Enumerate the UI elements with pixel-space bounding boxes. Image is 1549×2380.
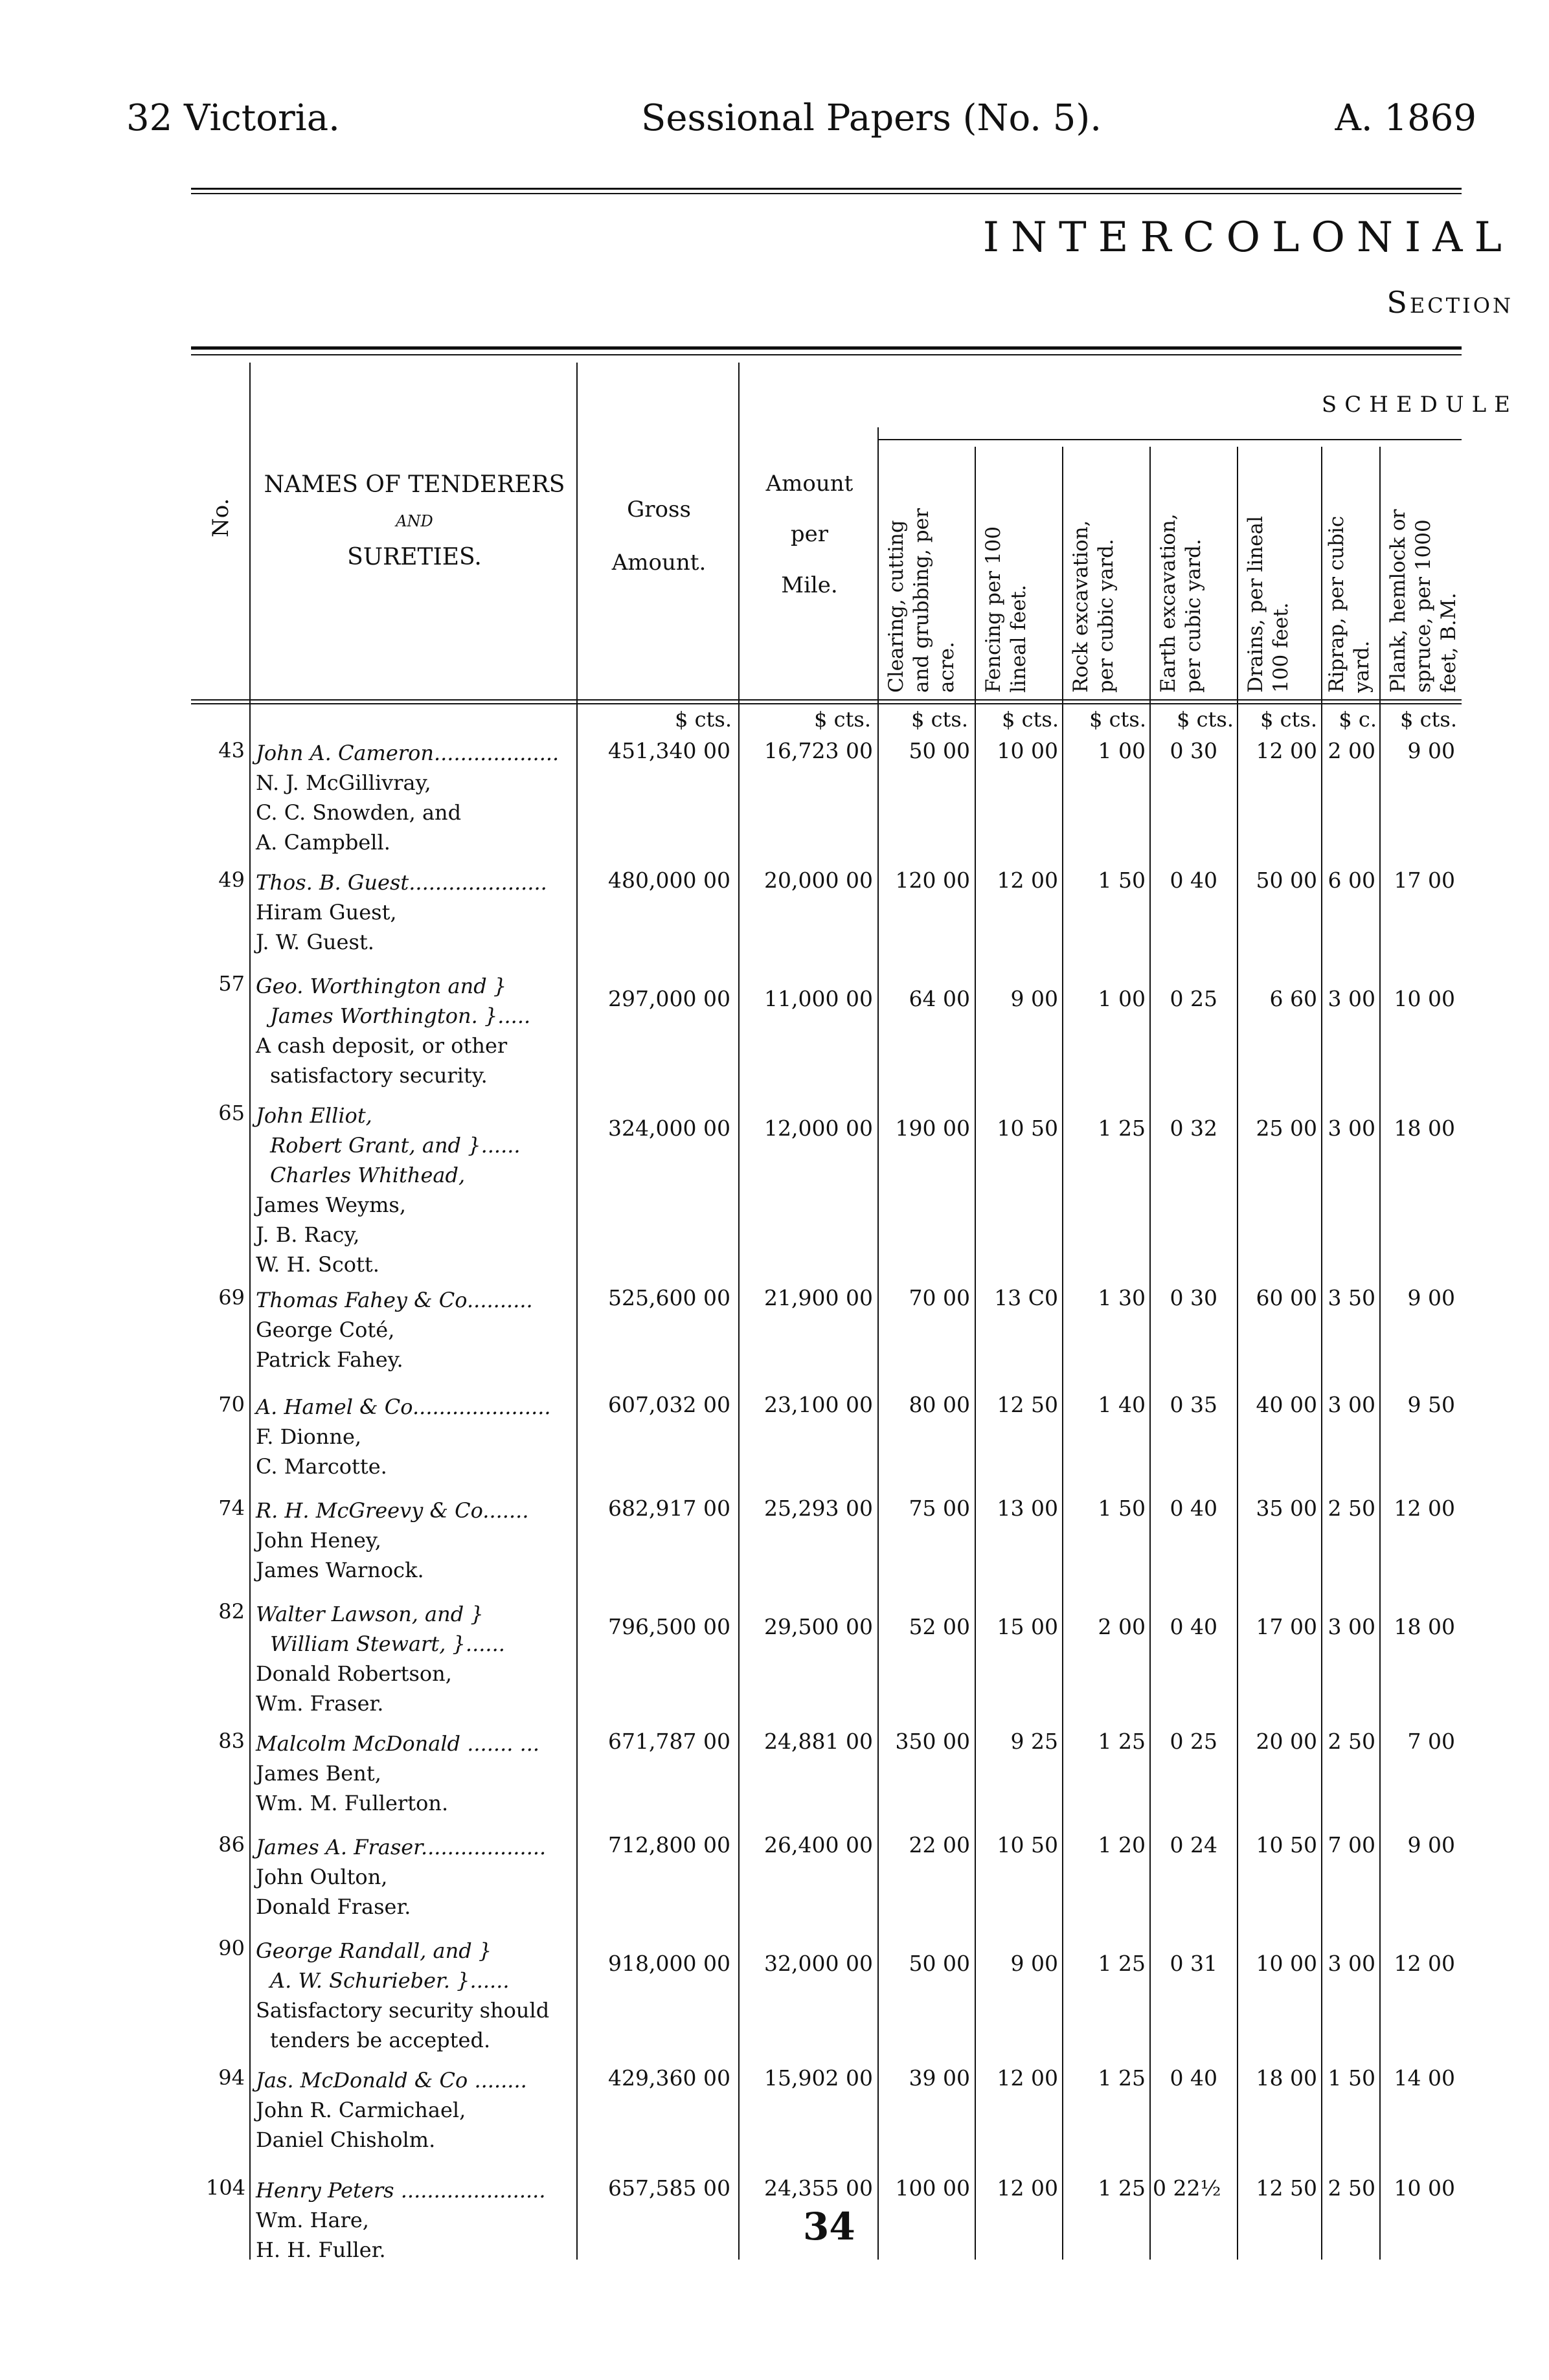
tenderers-block xyxy=(256,1496,528,1585)
col-head-riprap-line1: Riprap, per cubic xyxy=(1325,515,1348,693)
units-rock: $ cts. xyxy=(1089,707,1146,732)
col-head-plank-line1: Plank, hemlock or xyxy=(1386,509,1410,693)
surety-name: Patrick Fahey. xyxy=(256,1347,403,1372)
cell-plank: 17 00 xyxy=(1394,868,1455,893)
cell-riprap: 3 00 xyxy=(1328,1116,1375,1141)
cell-clearing: 50 00 xyxy=(909,1951,970,1976)
cell-clearing: 120 00 xyxy=(895,868,970,893)
cell-clearing: 50 00 xyxy=(909,738,970,763)
surety-name: John Heney, xyxy=(256,1528,381,1553)
surety-name: H. H. Fuller. xyxy=(256,2238,386,2262)
tenderer-name: Henry Peters ...................... xyxy=(256,2178,546,2203)
surety-name: John Oulton, xyxy=(256,1865,388,1889)
cell-clearing: 52 00 xyxy=(909,1614,970,1639)
cell-drains: 17 00 xyxy=(1256,1614,1317,1639)
cell-gross: 451,340 00 xyxy=(608,738,730,763)
cell-earth: 0 22½ xyxy=(1153,2175,1221,2201)
cell-drains: 25 00 xyxy=(1256,1116,1317,1141)
surety-name: James Bent, xyxy=(256,1761,381,1786)
surety-name: Daniel Chisholm. xyxy=(256,2127,436,2152)
cell-earth: 0 24 xyxy=(1170,1832,1217,1858)
cell-rock: 1 25 xyxy=(1098,1116,1146,1141)
row-number: 43 xyxy=(218,738,245,763)
cell-fencing: 10 50 xyxy=(997,1832,1058,1858)
col-rule-clearing xyxy=(975,447,976,2260)
table-top-rule-thick xyxy=(191,346,1462,350)
tenderer-name: William Stewart, }...... xyxy=(270,1632,505,1656)
heading-rule-2 xyxy=(191,703,1462,704)
cell-earth: 0 40 xyxy=(1170,868,1217,893)
units-per-mile: $ cts. xyxy=(814,707,871,732)
cell-clearing: 22 00 xyxy=(909,1832,970,1858)
tenderers-block xyxy=(256,971,530,1090)
row-number: 65 xyxy=(218,1101,245,1125)
row-number: 69 xyxy=(218,1285,245,1310)
row-number: 86 xyxy=(218,1832,245,1857)
col-head-fencing-line2: lineal feet. xyxy=(1006,585,1030,693)
col-head-names-line3: SURETIES. xyxy=(347,543,482,570)
cell-plank: 10 00 xyxy=(1394,986,1455,1011)
tenderer-name: John Elliot, xyxy=(256,1103,372,1128)
tenderers-block xyxy=(256,1832,546,1922)
header-volume: 32 Victoria. xyxy=(126,97,340,139)
surety-name: F. Dionne, xyxy=(256,1424,362,1449)
col-head-clearing-line1: Clearing, cutting xyxy=(885,520,908,693)
cell-drains: 12 00 xyxy=(1256,738,1317,763)
cell-per-mile: 25,293 00 xyxy=(764,1496,873,1521)
surety-name: C. Marcotte. xyxy=(256,1454,387,1479)
tenderers-block xyxy=(256,1729,539,1818)
col-head-clearing-line3: acre. xyxy=(934,642,958,693)
cell-earth: 0 40 xyxy=(1170,1496,1217,1521)
cell-drains: 20 00 xyxy=(1256,1729,1317,1754)
col-rule-names xyxy=(576,363,578,2260)
cell-drains: 18 00 xyxy=(1256,2065,1317,2091)
row-number: 70 xyxy=(218,1392,245,1417)
cell-drains: 10 00 xyxy=(1256,1951,1317,1976)
col-head-drains-line2: 100 feet. xyxy=(1269,602,1293,693)
col-head-earth-line1: Earth excavation, xyxy=(1157,513,1180,693)
tenderer-name: R. H. McGreevy & Co....... xyxy=(256,1498,529,1523)
col-head-earth xyxy=(1156,513,1206,693)
schedule-title: SCHEDULE xyxy=(1321,392,1518,418)
cell-fencing: 9 00 xyxy=(1010,986,1058,1011)
cell-fencing: 15 00 xyxy=(997,1614,1058,1639)
surety-name: Donald Fraser. xyxy=(256,1894,411,1919)
cell-rock: 1 25 xyxy=(1098,2065,1146,2091)
units-riprap: $ c. xyxy=(1339,707,1377,732)
cell-rock: 1 00 xyxy=(1098,738,1146,763)
row-number: 90 xyxy=(218,1936,245,1960)
cell-fencing: 12 00 xyxy=(997,868,1058,893)
cell-plank: 9 50 xyxy=(1407,1392,1455,1417)
cell-riprap: 3 00 xyxy=(1328,1614,1375,1639)
cell-rock: 1 30 xyxy=(1098,1285,1146,1310)
cell-per-mile: 20,000 00 xyxy=(764,868,873,893)
col-head-rock xyxy=(1068,520,1119,693)
cell-gross: 712,800 00 xyxy=(608,1832,730,1858)
cell-per-mile: 16,723 00 xyxy=(764,738,873,763)
cell-earth: 0 40 xyxy=(1170,1614,1217,1639)
col-head-clearing-line2: and grubbing, per xyxy=(909,508,933,693)
surety-name: Wm. Fraser. xyxy=(256,1691,384,1716)
col-head-clearing xyxy=(884,508,959,693)
cell-gross: 297,000 00 xyxy=(608,986,730,1011)
cell-riprap: 2 50 xyxy=(1328,2175,1375,2201)
table-title: INTERCOLONIAL xyxy=(982,214,1513,262)
tenderers-block xyxy=(256,1392,551,1481)
col-head-plank-line3: feet, B.M. xyxy=(1436,592,1460,693)
col-head-drains xyxy=(1243,516,1294,693)
col-head-fencing xyxy=(981,526,1032,693)
col-head-per-mile-line2: per xyxy=(790,521,829,548)
tenderer-name: Walter Lawson, and } xyxy=(256,1602,484,1626)
row-number: 83 xyxy=(218,1729,245,1753)
cell-rock: 1 40 xyxy=(1098,1392,1146,1417)
cell-plank: 7 00 xyxy=(1407,1729,1455,1754)
surety-name: C. C. Snowden, and xyxy=(256,800,462,825)
cell-fencing: 12 00 xyxy=(997,2065,1058,2091)
units-gross: $ cts. xyxy=(675,707,732,732)
cell-gross: 671,787 00 xyxy=(608,1729,730,1754)
row-number: 74 xyxy=(218,1496,245,1520)
tenderer-name: Thomas Fahey & Co.......... xyxy=(256,1288,533,1312)
tenderer-name: John A. Cameron................... xyxy=(256,741,560,765)
tenderers-block xyxy=(256,1936,549,2055)
cell-plank: 14 00 xyxy=(1394,2065,1455,2091)
cell-per-mile: 23,100 00 xyxy=(764,1392,873,1417)
cell-per-mile: 29,500 00 xyxy=(764,1614,873,1639)
cell-riprap: 2 50 xyxy=(1328,1496,1375,1521)
col-head-drains-line1: Drains, per lineal xyxy=(1244,515,1267,693)
cell-earth: 0 25 xyxy=(1170,1729,1217,1754)
cell-rock: 1 20 xyxy=(1098,1832,1146,1858)
cell-earth: 0 30 xyxy=(1170,1285,1217,1310)
col-head-per-mile xyxy=(741,466,877,603)
cell-clearing: 100 00 xyxy=(895,2175,970,2201)
surety-name: Donald Robertson, xyxy=(256,1661,452,1686)
cell-rock: 1 50 xyxy=(1098,868,1146,893)
tenderer-name: Thos. B. Guest..................... xyxy=(256,870,547,895)
cell-gross: 429,360 00 xyxy=(608,2065,730,2091)
tenderer-name: George Randall, and } xyxy=(256,1938,492,1963)
cell-clearing: 64 00 xyxy=(909,986,970,1011)
header-rule-bottom xyxy=(191,193,1462,194)
tenderer-name: A. Hamel & Co..................... xyxy=(256,1395,551,1419)
cell-riprap: 3 50 xyxy=(1328,1285,1375,1310)
header-year: A. 1869 xyxy=(1335,97,1476,139)
col-rule-gross xyxy=(738,363,740,2260)
col-head-rock-line2: per cubic yard. xyxy=(1094,539,1118,693)
section-title: Section xyxy=(1386,285,1513,320)
cell-riprap: 7 00 xyxy=(1328,1832,1375,1858)
cell-plank: 18 00 xyxy=(1394,1614,1455,1639)
surety-name: A. Campbell. xyxy=(256,830,390,855)
surety-name: satisfactory security. xyxy=(270,1063,488,1088)
cell-clearing: 80 00 xyxy=(909,1392,970,1417)
cell-gross: 918,000 00 xyxy=(608,1951,730,1976)
header-rule-top xyxy=(191,188,1462,190)
tenderers-block xyxy=(256,2065,527,2155)
surety-name: Satisfactory security should xyxy=(256,1998,550,2023)
col-head-gross-line2: Amount. xyxy=(611,550,707,576)
cell-riprap: 6 00 xyxy=(1328,868,1375,893)
col-head-names-line2: AND xyxy=(396,511,433,530)
tenderer-name: James Worthington. }..... xyxy=(270,1004,531,1028)
heading-rule-1 xyxy=(191,699,1462,701)
col-head-gross-line1: Gross xyxy=(627,497,691,522)
tenderer-name: Jas. McDonald & Co ........ xyxy=(256,2068,527,2093)
cell-per-mile: 11,000 00 xyxy=(764,986,873,1011)
tenderer-name: James A. Fraser................... xyxy=(256,1835,547,1859)
units-plank: $ cts. xyxy=(1400,707,1457,732)
col-rule-no xyxy=(249,363,251,2260)
tenderer-name: A. W. Schurieber. }...... xyxy=(270,1968,510,1993)
cell-drains: 40 00 xyxy=(1256,1392,1317,1417)
surety-name: George Coté, xyxy=(256,1318,395,1342)
tenderer-name: Malcolm McDonald ....... ... xyxy=(256,1731,540,1756)
col-rule-rock xyxy=(1149,447,1151,2260)
col-head-plank-line2: spruce, per 1000 xyxy=(1411,519,1435,693)
cell-plank: 12 00 xyxy=(1394,1951,1455,1976)
surety-name: A cash deposit, or other xyxy=(256,1033,508,1058)
cell-per-mile: 32,000 00 xyxy=(764,1951,873,1976)
tenderer-name: Charles Whithead, xyxy=(270,1163,466,1187)
cell-fencing: 13 C0 xyxy=(994,1285,1058,1310)
tenderer-name: Robert Grant, and }...... xyxy=(270,1133,521,1158)
cell-drains: 35 00 xyxy=(1256,1496,1317,1521)
col-rule-permile xyxy=(877,427,879,2260)
surety-name: James Warnock. xyxy=(256,1558,424,1582)
row-number: 94 xyxy=(218,2065,245,2090)
cell-per-mile: 15,902 00 xyxy=(764,2065,873,2091)
cell-fencing: 10 00 xyxy=(997,738,1058,763)
cell-clearing: 75 00 xyxy=(909,1496,970,1521)
table-top-rule-thin xyxy=(191,354,1462,355)
col-head-per-mile-line3: Mile. xyxy=(781,572,838,598)
cell-plank: 12 00 xyxy=(1394,1496,1455,1521)
units-earth: $ cts. xyxy=(1177,707,1234,732)
col-rule-riprap xyxy=(1379,447,1381,2260)
units-fencing: $ cts. xyxy=(1002,707,1059,732)
cell-plank: 9 00 xyxy=(1407,738,1455,763)
surety-name: Wm. M. Fullerton. xyxy=(256,1791,449,1815)
col-head-names xyxy=(253,466,576,576)
cell-riprap: 1 50 xyxy=(1328,2065,1375,2091)
col-head-no: No. xyxy=(208,498,234,537)
cell-rock: 1 25 xyxy=(1098,2175,1146,2201)
cell-clearing: 190 00 xyxy=(895,1116,970,1141)
schedule-rule xyxy=(877,439,1462,440)
cell-fencing: 9 00 xyxy=(1010,1951,1058,1976)
cell-drains: 12 50 xyxy=(1256,2175,1317,2201)
cell-fencing: 12 50 xyxy=(997,1392,1058,1417)
row-number: 49 xyxy=(218,868,245,892)
tenderers-block xyxy=(256,1285,533,1375)
cell-rock: 1 50 xyxy=(1098,1496,1146,1521)
col-head-per-mile-line1: Amount xyxy=(765,471,854,497)
surety-name: J. B. Racy, xyxy=(256,1222,360,1247)
surety-name: James Weyms, xyxy=(256,1193,407,1217)
cell-fencing: 13 00 xyxy=(997,1496,1058,1521)
cell-gross: 525,600 00 xyxy=(608,1285,730,1310)
tenderer-name: Geo. Worthington and } xyxy=(256,974,507,998)
cell-gross: 682,917 00 xyxy=(608,1496,730,1521)
surety-name: tenders be accepted. xyxy=(270,2028,491,2052)
cell-drains: 50 00 xyxy=(1256,868,1317,893)
cell-rock: 1 25 xyxy=(1098,1729,1146,1754)
cell-plank: 10 00 xyxy=(1394,2175,1455,2201)
cell-riprap: 3 00 xyxy=(1328,986,1375,1011)
col-rule-fencing xyxy=(1062,447,1063,2260)
cell-earth: 0 30 xyxy=(1170,738,1217,763)
col-head-gross xyxy=(580,492,738,581)
cell-per-mile: 26,400 00 xyxy=(764,1832,873,1858)
cell-riprap: 2 00 xyxy=(1328,738,1375,763)
cell-rock: 1 00 xyxy=(1098,986,1146,1011)
col-head-fencing-line1: Fencing per 100 xyxy=(982,526,1005,693)
cell-gross: 324,000 00 xyxy=(608,1116,730,1141)
surety-name: John R. Carmichael, xyxy=(256,2098,466,2122)
surety-name: N. J. McGillivray, xyxy=(256,770,431,795)
row-number: 57 xyxy=(218,971,245,996)
page-number: 34 xyxy=(803,2205,855,2249)
cell-gross: 480,000 00 xyxy=(608,868,730,893)
col-head-names-line1: NAMES OF TENDERERS xyxy=(264,471,565,498)
cell-per-mile: 12,000 00 xyxy=(764,1116,873,1141)
cell-clearing: 70 00 xyxy=(909,1285,970,1310)
cell-earth: 0 31 xyxy=(1170,1951,1217,1976)
cell-fencing: 9 25 xyxy=(1010,1729,1058,1754)
units-drains: $ cts. xyxy=(1260,707,1317,732)
row-number: 104 xyxy=(206,2175,246,2200)
surety-name: J. W. Guest. xyxy=(256,930,374,954)
col-head-plank xyxy=(1386,510,1461,693)
units-clearing: $ cts. xyxy=(911,707,968,732)
cell-per-mile: 24,355 00 xyxy=(764,2175,873,2201)
cell-rock: 2 00 xyxy=(1098,1614,1146,1639)
row-number: 82 xyxy=(218,1599,245,1624)
tenderers-block xyxy=(256,1101,521,1279)
cell-fencing: 10 50 xyxy=(997,1116,1058,1141)
cell-rock: 1 25 xyxy=(1098,1951,1146,1976)
col-head-riprap xyxy=(1324,516,1375,693)
cell-clearing: 39 00 xyxy=(909,2065,970,2091)
cell-earth: 0 35 xyxy=(1170,1392,1217,1417)
cell-drains: 60 00 xyxy=(1256,1285,1317,1310)
cell-riprap: 2 50 xyxy=(1328,1729,1375,1754)
cell-earth: 0 40 xyxy=(1170,2065,1217,2091)
cell-riprap: 3 00 xyxy=(1328,1951,1375,1976)
cell-fencing: 12 00 xyxy=(997,2175,1058,2201)
cell-earth: 0 25 xyxy=(1170,986,1217,1011)
cell-clearing: 350 00 xyxy=(895,1729,970,1754)
surety-name: W. H. Scott. xyxy=(256,1252,379,1277)
cell-drains: 6 60 xyxy=(1269,986,1317,1011)
cell-gross: 657,585 00 xyxy=(608,2175,730,2201)
cell-plank: 18 00 xyxy=(1394,1116,1455,1141)
cell-plank: 9 00 xyxy=(1407,1832,1455,1858)
cell-gross: 607,032 00 xyxy=(608,1392,730,1417)
cell-drains: 10 50 xyxy=(1256,1832,1317,1858)
cell-per-mile: 24,881 00 xyxy=(764,1729,873,1754)
cell-per-mile: 21,900 00 xyxy=(764,1285,873,1310)
cell-riprap: 3 00 xyxy=(1328,1392,1375,1417)
col-head-riprap-line2: yard. xyxy=(1350,640,1374,693)
col-head-rock-line1: Rock excavation, xyxy=(1069,520,1092,693)
cell-gross: 796,500 00 xyxy=(608,1614,730,1639)
surety-name: Wm. Hare, xyxy=(256,2208,369,2232)
surety-name: Hiram Guest, xyxy=(256,900,397,925)
tenderers-block xyxy=(256,2175,546,2265)
tenderers-block xyxy=(256,738,559,857)
cell-plank: 9 00 xyxy=(1407,1285,1455,1310)
col-head-earth-line2: per cubic yard. xyxy=(1181,539,1205,693)
tenderers-block xyxy=(256,1599,505,1718)
tenderers-block xyxy=(256,868,547,957)
header-sessional-papers: Sessional Papers (No. 5). xyxy=(641,97,1102,139)
cell-earth: 0 32 xyxy=(1170,1116,1217,1141)
